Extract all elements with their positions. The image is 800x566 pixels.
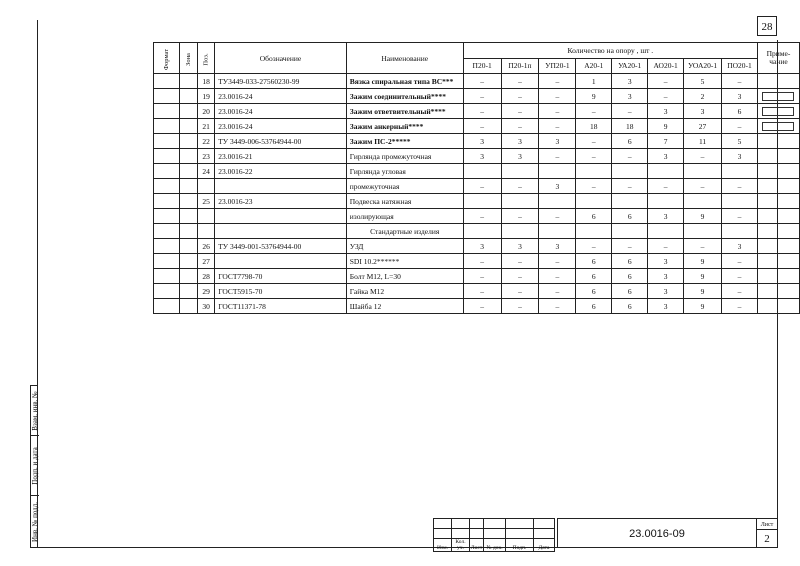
cell-quantity: 3: [648, 299, 684, 314]
cell-quantity: –: [612, 239, 648, 254]
cell-note: [757, 224, 799, 239]
cell-quantity: –: [539, 269, 576, 284]
sheet-number: 2: [764, 533, 770, 545]
cell-quantity: –: [539, 299, 576, 314]
cell-quantity: 6: [612, 134, 648, 149]
cell-quantity: [576, 194, 612, 209]
cell-quantity: 3: [684, 104, 722, 119]
cell-quantity: 3: [648, 269, 684, 284]
cell-format: [154, 89, 180, 104]
cell-designation: ГОСТ7798-70: [215, 269, 347, 284]
cell-quantity: –: [463, 209, 501, 224]
cell-designation: 23.0016-24: [215, 119, 347, 134]
header-support-type: УА20-1: [612, 58, 648, 74]
stamp-cell-replacement: [31, 386, 39, 436]
cell-quantity: –: [501, 209, 539, 224]
cell-quantity: –: [576, 149, 612, 164]
cell-quantity: 3: [648, 209, 684, 224]
cell-name: Шайба 12: [346, 299, 463, 314]
cell-note: [757, 194, 799, 209]
header-support-type: ПО20-1: [722, 58, 758, 74]
cell-quantity: 6: [576, 209, 612, 224]
cell-note: [757, 239, 799, 254]
cell-designation: ГОСТ11371-78: [215, 299, 347, 314]
title-block-column-label: Изм.: [434, 539, 452, 552]
cell-quantity: [501, 224, 539, 239]
cell-name: Подвеска натяжная: [346, 194, 463, 209]
header-zone: Зона: [180, 43, 198, 74]
cell-quantity: –: [576, 134, 612, 149]
cell-quantity: [648, 164, 684, 179]
cell-designation: ТУ3449-033-27560230-99: [215, 74, 347, 89]
cell-quantity: [501, 164, 539, 179]
cell-pos: 22: [198, 134, 215, 149]
cell-designation: 23.0016-22: [215, 164, 347, 179]
header-row: [154, 43, 800, 59]
cell-quantity: 3: [722, 239, 758, 254]
cell-note: [757, 149, 799, 164]
cell-quantity: –: [722, 299, 758, 314]
cell-quantity: –: [501, 89, 539, 104]
cell-designation: 23.0016-24: [215, 89, 347, 104]
cell-quantity: –: [501, 179, 539, 194]
cell-format: [154, 134, 180, 149]
cell-quantity: 3: [539, 179, 576, 194]
header-quantity: Количество на опору , шт .: [463, 43, 757, 59]
cell-quantity: [576, 224, 612, 239]
cell-quantity: –: [722, 209, 758, 224]
cell-quantity: 9: [684, 284, 722, 299]
cell-quantity: 3: [648, 254, 684, 269]
cell-zone: [180, 254, 198, 269]
cell-quantity: 3: [722, 89, 758, 104]
cell-zone: [180, 74, 198, 89]
side-stamp: [30, 385, 38, 548]
cell-note: [757, 299, 799, 314]
cell-pos: 26: [198, 239, 215, 254]
table-row: [154, 74, 800, 89]
title-block-column-label: Лист: [470, 539, 484, 552]
cell-quantity: 1: [576, 74, 612, 89]
cell-quantity: –: [463, 74, 501, 89]
cell-quantity: 3: [539, 134, 576, 149]
cell-quantity: 3: [463, 239, 501, 254]
cell-quantity: –: [722, 179, 758, 194]
cell-name: Зажим ПС-2*****: [346, 134, 463, 149]
cell-quantity: [722, 194, 758, 209]
cell-quantity: –: [612, 104, 648, 119]
cell-zone: [180, 119, 198, 134]
cell-zone: [180, 134, 198, 149]
cell-zone: [180, 269, 198, 284]
cell-quantity: –: [539, 104, 576, 119]
table-row: [154, 149, 800, 164]
cell-format: [154, 224, 180, 239]
table-row: [154, 89, 800, 104]
cell-quantity: –: [463, 284, 501, 299]
cell-note: [757, 254, 799, 269]
cell-name: УЗД: [346, 239, 463, 254]
cell-designation: 23.0016-23: [215, 194, 347, 209]
cell-quantity: [648, 224, 684, 239]
header-designation: Обозначение: [215, 43, 347, 74]
cell-quantity: –: [463, 119, 501, 134]
cell-quantity: [463, 164, 501, 179]
cell-zone: [180, 299, 198, 314]
header-support-type: УП20-1: [539, 58, 576, 74]
cell-quantity: –: [576, 179, 612, 194]
cell-name: Вязка спиральная типа ВС***: [346, 74, 463, 89]
cell-pos: 28: [198, 269, 215, 284]
cell-pos: 23: [198, 149, 215, 164]
cell-quantity: [684, 194, 722, 209]
cell-format: [154, 209, 180, 224]
cell-quantity: 3: [501, 134, 539, 149]
cell-quantity: –: [722, 284, 758, 299]
cell-quantity: –: [501, 119, 539, 134]
cell-designation: ТУ 3449-001-53764944-00: [215, 239, 347, 254]
cell-designation: [215, 254, 347, 269]
cell-format: [154, 164, 180, 179]
cell-zone: [180, 179, 198, 194]
cell-pos: 30: [198, 299, 215, 314]
cell-quantity: 3: [612, 89, 648, 104]
cell-zone: [180, 239, 198, 254]
cell-pos: [198, 179, 215, 194]
stamp-label-replacement: Взам. инв. №: [31, 390, 39, 431]
cell-quantity: –: [722, 254, 758, 269]
cell-quantity: 9: [684, 269, 722, 284]
cell-format: [154, 299, 180, 314]
header-format: Формат: [154, 43, 180, 74]
cell-quantity: [612, 194, 648, 209]
header-pos: Поз.: [198, 43, 215, 74]
cell-quantity: 6: [576, 299, 612, 314]
cell-quantity: –: [501, 254, 539, 269]
cell-quantity: 18: [576, 119, 612, 134]
cell-quantity: 9: [684, 299, 722, 314]
specification-table: [153, 42, 800, 314]
cell-quantity: 3: [648, 284, 684, 299]
cell-quantity: –: [539, 254, 576, 269]
cell-quantity: 3: [722, 149, 758, 164]
sheet-label: Лист: [757, 520, 777, 530]
cell-quantity: 6: [576, 284, 612, 299]
cell-quantity: 6: [576, 254, 612, 269]
cell-quantity: 6: [612, 299, 648, 314]
table-row: [154, 164, 800, 179]
note-box: [762, 92, 794, 101]
cell-pos: [198, 224, 215, 239]
cell-quantity: 3: [501, 149, 539, 164]
cell-quantity: –: [463, 269, 501, 284]
cell-quantity: 18: [612, 119, 648, 134]
header-support-type: П20-1п: [501, 58, 539, 74]
table-row: [154, 134, 800, 149]
page-number: 28: [757, 16, 777, 36]
header-support-type: П20-1: [463, 58, 501, 74]
cell-zone: [180, 209, 198, 224]
cell-quantity: –: [539, 149, 576, 164]
table-row: [154, 224, 800, 239]
header-note: Приме- чание: [757, 43, 799, 74]
cell-format: [154, 104, 180, 119]
cell-name: промежуточная: [346, 179, 463, 194]
cell-note: [757, 119, 799, 134]
cell-format: [154, 149, 180, 164]
cell-quantity: [463, 224, 501, 239]
title-block-grid: [433, 518, 555, 552]
cell-pos: 21: [198, 119, 215, 134]
title-block-column-label: Подп.: [506, 539, 534, 552]
cell-quantity: –: [501, 269, 539, 284]
cell-quantity: 7: [648, 134, 684, 149]
cell-quantity: –: [648, 74, 684, 89]
cell-quantity: 9: [684, 254, 722, 269]
cell-quantity: 3: [648, 149, 684, 164]
cell-note: [757, 89, 799, 104]
cell-quantity: [722, 224, 758, 239]
cell-quantity: 3: [501, 239, 539, 254]
cell-quantity: –: [684, 149, 722, 164]
cell-designation: ГОСТ5915-70: [215, 284, 347, 299]
cell-quantity: [463, 194, 501, 209]
cell-name: Зажим ответвительный****: [346, 104, 463, 119]
stamp-cell-signature: [31, 436, 39, 496]
cell-quantity: –: [612, 149, 648, 164]
header-name: Наименование: [346, 43, 463, 74]
cell-name: Гайка М12: [346, 284, 463, 299]
cell-quantity: –: [684, 179, 722, 194]
cell-note: [757, 164, 799, 179]
cell-note: [757, 284, 799, 299]
cell-quantity: –: [539, 74, 576, 89]
cell-quantity: 9: [576, 89, 612, 104]
cell-pos: 25: [198, 194, 215, 209]
cell-note: [757, 134, 799, 149]
cell-format: [154, 284, 180, 299]
cell-quantity: –: [539, 284, 576, 299]
sheet-box: [756, 518, 778, 548]
cell-quantity: –: [501, 74, 539, 89]
cell-quantity: 9: [684, 209, 722, 224]
cell-note: [757, 104, 799, 119]
cell-quantity: –: [722, 74, 758, 89]
cell-quantity: [501, 194, 539, 209]
cell-quantity: 6: [576, 269, 612, 284]
cell-quantity: 3: [463, 149, 501, 164]
cell-quantity: 9: [648, 119, 684, 134]
cell-quantity: –: [463, 299, 501, 314]
table-row: [154, 299, 800, 314]
cell-designation: 23.0016-21: [215, 149, 347, 164]
cell-quantity: [576, 164, 612, 179]
cell-quantity: 3: [648, 104, 684, 119]
cell-pos: 29: [198, 284, 215, 299]
header-support-type: УОА20-1: [684, 58, 722, 74]
cell-name: Гирлянда угловая: [346, 164, 463, 179]
cell-quantity: –: [722, 269, 758, 284]
cell-note: [757, 269, 799, 284]
cell-pos: 19: [198, 89, 215, 104]
header-support-type: А20-1: [576, 58, 612, 74]
table-row: [154, 269, 800, 284]
cell-designation: 23.0016-24: [215, 104, 347, 119]
cell-pos: [198, 209, 215, 224]
cell-quantity: –: [463, 89, 501, 104]
cell-pos: 20: [198, 104, 215, 119]
cell-quantity: [539, 164, 576, 179]
cell-zone: [180, 89, 198, 104]
cell-designation: [215, 209, 347, 224]
cell-zone: [180, 164, 198, 179]
cell-quantity: 11: [684, 134, 722, 149]
cell-name: SDI 10.2******: [346, 254, 463, 269]
cell-quantity: –: [463, 104, 501, 119]
document-code: 23.0016-09: [557, 518, 757, 548]
stamp-label-signature: Подп. и дата: [31, 446, 39, 485]
cell-name: Зажим анкерный****: [346, 119, 463, 134]
cell-quantity: [684, 164, 722, 179]
cell-quantity: –: [539, 119, 576, 134]
cell-pos: 18: [198, 74, 215, 89]
cell-format: [154, 179, 180, 194]
title-block-labels: [434, 539, 555, 552]
cell-zone: [180, 104, 198, 119]
note-box: [762, 122, 794, 131]
cell-name: Зажим соединительный****: [346, 89, 463, 104]
cell-quantity: 6: [612, 284, 648, 299]
cell-quantity: 5: [722, 134, 758, 149]
cell-quantity: –: [648, 239, 684, 254]
cell-zone: [180, 194, 198, 209]
table-row: [154, 104, 800, 119]
cell-quantity: –: [576, 104, 612, 119]
cell-quantity: –: [463, 254, 501, 269]
cell-quantity: –: [612, 179, 648, 194]
cell-quantity: –: [501, 299, 539, 314]
cell-quantity: –: [576, 239, 612, 254]
cell-name: Болт М12, L=30: [346, 269, 463, 284]
header-support-type: АО20-1: [648, 58, 684, 74]
cell-quantity: –: [722, 119, 758, 134]
stamp-label-inventory: Инв. № подл.: [31, 502, 39, 542]
cell-zone: [180, 224, 198, 239]
cell-quantity: 3: [612, 74, 648, 89]
cell-quantity: 6: [612, 269, 648, 284]
cell-designation: ТУ 3449-006-53764944-00: [215, 134, 347, 149]
cell-note: [757, 209, 799, 224]
cell-quantity: [648, 194, 684, 209]
cell-pos: 27: [198, 254, 215, 269]
cell-quantity: –: [648, 89, 684, 104]
cell-quantity: –: [539, 209, 576, 224]
cell-quantity: 3: [463, 134, 501, 149]
cell-format: [154, 269, 180, 284]
cell-zone: [180, 149, 198, 164]
table-row: [154, 239, 800, 254]
table-row: [154, 284, 800, 299]
table-row: [154, 254, 800, 269]
cell-format: [154, 119, 180, 134]
cell-name: Стандартные изделия: [346, 224, 463, 239]
cell-quantity: –: [539, 89, 576, 104]
cell-format: [154, 254, 180, 269]
cell-quantity: 5: [684, 74, 722, 89]
cell-quantity: 6: [612, 209, 648, 224]
cell-name: изолирующая: [346, 209, 463, 224]
cell-format: [154, 239, 180, 254]
cell-quantity: 2: [684, 89, 722, 104]
note-box: [762, 107, 794, 116]
cell-quantity: [612, 164, 648, 179]
cell-format: [154, 194, 180, 209]
cell-quantity: –: [463, 179, 501, 194]
cell-quantity: [684, 224, 722, 239]
cell-quantity: 6: [612, 254, 648, 269]
cell-designation: [215, 179, 347, 194]
table-row: [154, 209, 800, 224]
title-block-column-label: № док.: [484, 539, 506, 552]
cell-quantity: [612, 224, 648, 239]
cell-quantity: 27: [684, 119, 722, 134]
cell-name: Гирлянда промежуточная: [346, 149, 463, 164]
cell-note: [757, 179, 799, 194]
cell-quantity: 3: [539, 239, 576, 254]
cell-format: [154, 74, 180, 89]
stamp-cell-inventory: [31, 496, 39, 548]
cell-pos: 24: [198, 164, 215, 179]
cell-note: [757, 74, 799, 89]
table-row: [154, 179, 800, 194]
cell-quantity: –: [648, 179, 684, 194]
table-row: [154, 194, 800, 209]
cell-designation: [215, 224, 347, 239]
title-block-column-label: Дата: [534, 539, 555, 552]
cell-zone: [180, 284, 198, 299]
title-block-column-label: Кол. уч.: [452, 539, 470, 552]
table-row: [154, 119, 800, 134]
cell-quantity: [539, 194, 576, 209]
cell-quantity: –: [501, 104, 539, 119]
cell-quantity: [539, 224, 576, 239]
cell-quantity: –: [501, 284, 539, 299]
cell-quantity: 6: [722, 104, 758, 119]
cell-quantity: –: [684, 239, 722, 254]
cell-quantity: [722, 164, 758, 179]
